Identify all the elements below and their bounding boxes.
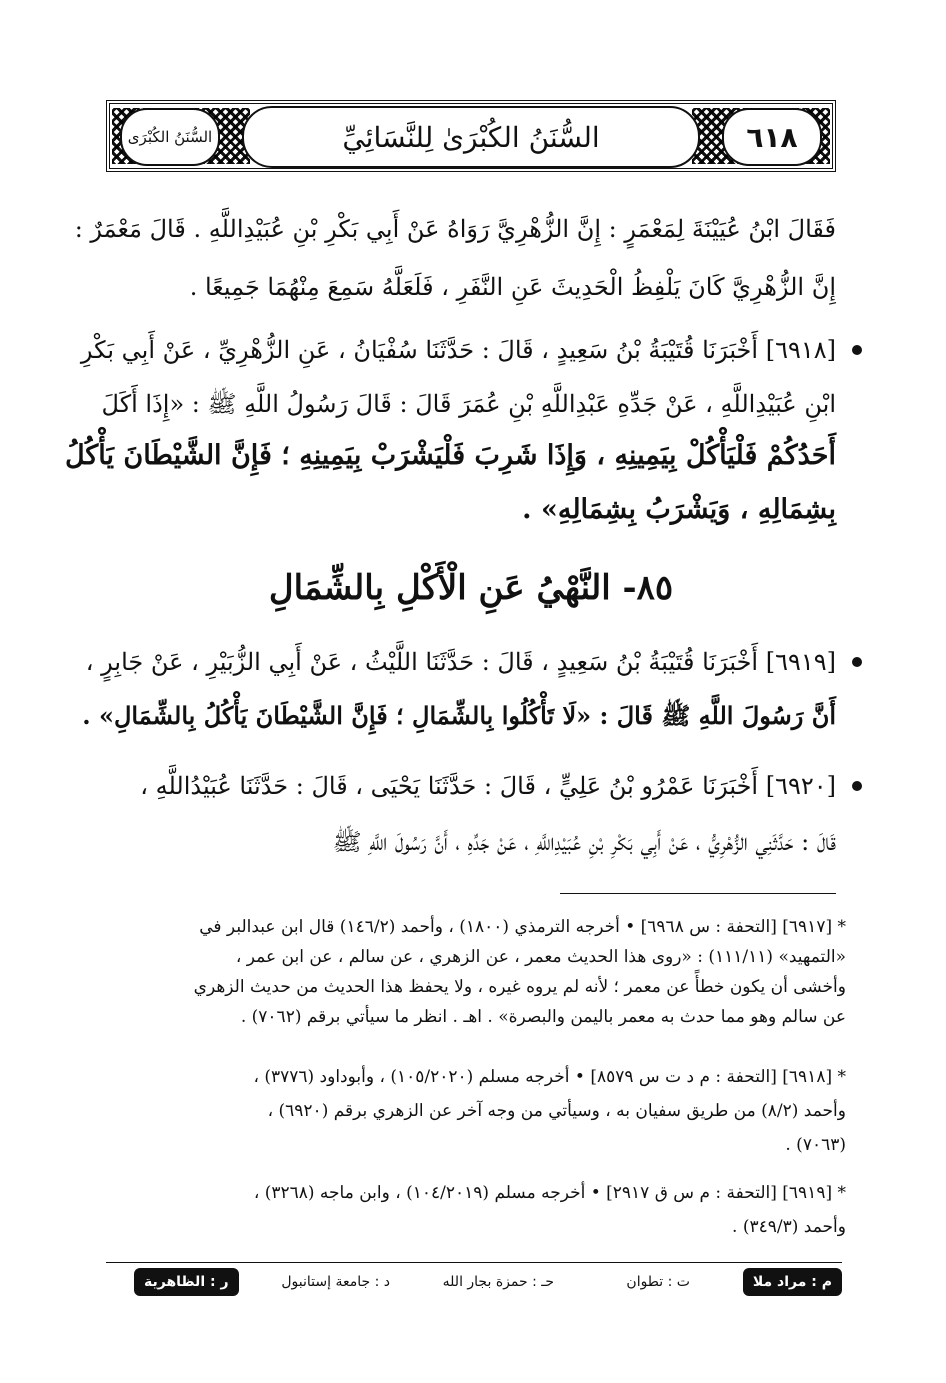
intro-line-1: فَقَالَ ابْنُ عُيَيْنَةَ لِمَعْمَرٍ : إِنَّ الزُّهْرِيَّ رَوَاهُ عَنْ أَبِي بَكْرِ بْنِ عُبَيْدِاللَّهِ . قَالَ مَعْمَرٌ : (74, 215, 836, 243)
source-h: حـ : حمزة بجار الله (442, 1274, 554, 1290)
footnote-6917: وأخشى أن يكون خطأً عن معمر ؛ لأنه لم يروه غيره ، ولا يحفظ هذا الحديث من حديث الزهري (193, 977, 846, 997)
bullet-icon (852, 345, 862, 355)
source-t: ت : تطوان (626, 1274, 690, 1290)
footnote-6917: «التمهيد» (١١١/١١) : «روى هذا الحديث معمر ، عن الزهري ، عن سالم ، عن ابن عمر ، (235, 947, 846, 967)
intro-line-2: إِنَّ الزُّهْرِيَّ كَانَ يَلْفِظُ الْحَدِيثَ عَنِ النَّفَرِ ، فَلَعَلَّهُ سَمِعَ مِنْهُمَا جَمِيعًا . (189, 273, 836, 301)
bullet-icon (852, 657, 862, 667)
source-r: ر : الظاهرية (134, 1268, 239, 1296)
footnote-6917: عن سالم وهو مما حدث به معمر باليمن والبصرة» . اهـ . انظر ما سيأتي برقم (٧٠٦٢) . (240, 1007, 846, 1027)
hadith-line: ابْنِ عُبَيْدِاللَّهِ ، عَنْ جَدِّهِ عَبْدِاللَّهِ بْنِ عُمَرَ قَالَ : قَالَ رَسُولُ اللَّهِ ﷺ : «إِذَا أَكَلَ (101, 390, 836, 418)
hadith-line: [٦٩١٨] أَخْبَرَنَا قُتَيْبَةُ بْنُ سَعِيدٍ ، قَالَ : حَدَّثَنَا سُفْيَانُ ، عَنِ الزُّهْرِيِّ ، عَنْ أَبِي بَكْرِ (80, 336, 836, 364)
source-m: م : مراد ملا (743, 1268, 842, 1296)
book-logo: السُّنَنُ الكُبْرَى (120, 108, 220, 166)
footnote-6918: وأحمد (٨/٢) من طريق سفيان به ، وسيأتي من وجه آخر عن الزهري برقم (٦٩٢٠) ، (267, 1101, 846, 1121)
footnote-separator (560, 893, 836, 894)
hadith-matn-line: أَحَدُكُمْ فَلْيَأْكُلْ بِيَمِينِهِ ، وَإِذَا شَرِبَ فَلْيَشْرَبْ بِيَمِينِهِ ؛ فَإِنَّ الشَّيْطَانَ يَأْكُلُ (64, 440, 836, 471)
hadith-matn-line: بِشِمَالِهِ ، وَيَشْرَبُ بِشِمَالِهِ» . (522, 494, 836, 525)
hadith-line: [٦٩٢٠] أَخْبَرَنَا عَمْرُو بْنُ عَلِيٍّ ، قَالَ : حَدَّثَنَا يَحْيَى ، قَالَ : حَدَّثَنَا عُبَيْدُاللَّهِ ، (140, 772, 836, 800)
section-heading: ٨٥- النَّهْيُ عَنِ الْأَكْلِ بِالشِّمَالِ (268, 568, 674, 608)
footnote-6919: وأحمد (٣٤٩/٣) . (732, 1217, 846, 1237)
page-header (106, 100, 836, 172)
hadith-line: [٦٩١٩] أَخْبَرَنَا قُتَيْبَةُ بْنُ سَعِيدٍ ، قَالَ : حَدَّثَنَا اللَّيْثُ ، عَنْ أَبِي الزُّبَيْرِ ، عَنْ جَابِرٍ ، (85, 648, 836, 676)
bullet-icon (852, 781, 862, 791)
hadith-matn-line: أَنَّ رَسُولَ اللَّهِ ﷺ قَالَ : «لَا تَأْكُلُوا بِالشِّمَالِ ؛ فَإِنَّ الشَّيْطَانَ يَأْكُلُ بِالشِّمَالِ» . (82, 701, 836, 730)
footnote-6918: * [٦٩١٨] [التحفة : م د ت س ٨٥٧٩] • أخرجه مسلم (١٠٥/٢٠٢٠) ، وأبوداود (٣٧٧٦) ، (253, 1067, 846, 1087)
hadith-line: قَالَ : حَدَّثَنِي الزُّهْرِيُّ ، عَنْ أَبِي بَكْرِ بْنِ عُبَيْدِاللَّهِ ، عَنْ جَدِّهِ ، أَنَّ رَسُولَ اللَّهِ ﷺ (332, 828, 836, 856)
sources-divider (106, 1262, 842, 1263)
footnote-6918: (٧٠٦٣) . (785, 1135, 846, 1155)
book-title: السُّنَنُ الكُبْرَىٰ لِلنَّسَائِيِّ (242, 106, 700, 168)
page-number: ٦١٨ (722, 108, 822, 166)
footnote-6919: * [٦٩١٩] [التحفة : م س ق ٢٩١٧] • أخرجه مسلم (١٠٤/٢٠١٩) ، وابن ماجه (٣٢٦٨) ، (253, 1183, 846, 1203)
source-d: د : جامعة إستانبول (281, 1274, 390, 1290)
footnote-6917: * [٦٩١٧] [التحفة : س ٦٩٦٨] • أخرجه الترمذي (١٨٠٠) ، وأحمد (١٤٦/٢) قال ابن عبدالبر في (199, 917, 846, 937)
